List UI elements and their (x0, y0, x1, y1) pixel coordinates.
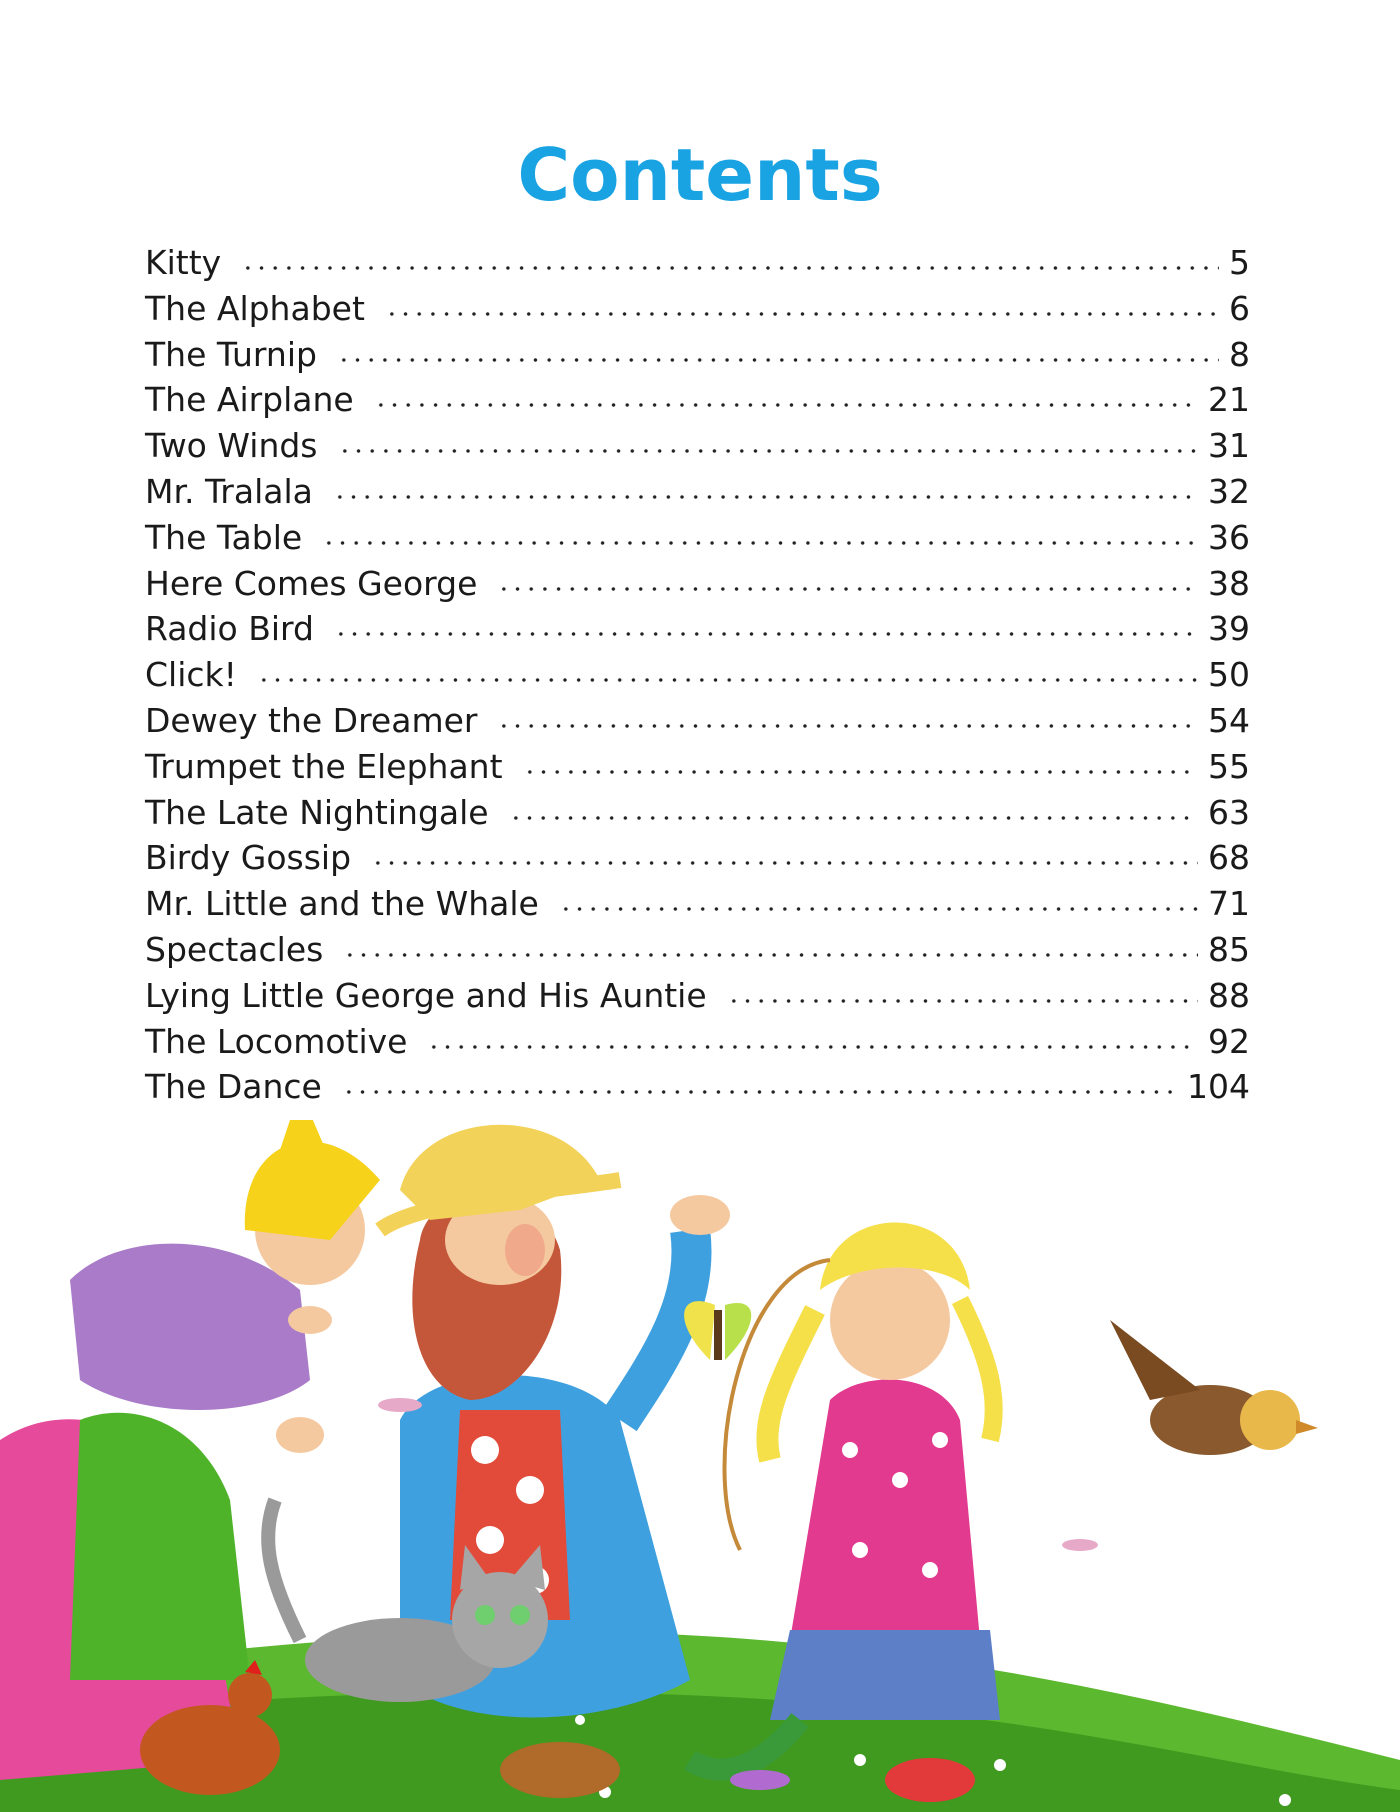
toc-entry-page-number: 88 (1208, 975, 1250, 1015)
cartoon-illustration (0, 1120, 1400, 1812)
toc-entry-page-number: 39 (1208, 609, 1250, 649)
toc-entry-page-number: 8 (1229, 334, 1250, 374)
toc-entry-page-number: 63 (1208, 792, 1250, 832)
toc-entry[interactable] (145, 930, 1250, 976)
dot-leader (257, 678, 1198, 682)
toc-entry-title: Mr. Little and the Whale (145, 884, 539, 924)
toc-entry-page-number: 21 (1208, 380, 1250, 420)
dot-leader (337, 358, 1219, 362)
toc-entry[interactable] (145, 518, 1250, 564)
toc-entry-title: The Airplane (145, 380, 354, 420)
toc-entry-title: Mr. Tralala (145, 471, 313, 511)
bird-figure (1110, 1320, 1318, 1455)
dot-leader (338, 449, 1199, 453)
toc-entry[interactable] (145, 976, 1250, 1022)
toc-entry-page-number: 68 (1208, 838, 1250, 878)
dot-leader (385, 312, 1219, 316)
dot-leader (241, 266, 1219, 270)
toc-entry-page-number: 36 (1208, 517, 1250, 557)
toc-entry-page-number: 85 (1208, 929, 1250, 969)
toc-entry[interactable] (145, 472, 1250, 518)
toc-entry-title: Two Winds (145, 426, 318, 466)
dot-leader (497, 587, 1198, 591)
toc-entry-title: Spectacles (145, 929, 324, 969)
dot-leader (342, 1090, 1177, 1094)
dot-leader (334, 632, 1198, 636)
toc-entry[interactable] (145, 335, 1250, 381)
toc-entry[interactable] (145, 380, 1250, 426)
dot-leader (427, 1045, 1198, 1049)
toc-entry-page-number: 54 (1208, 700, 1250, 740)
dot-leader (509, 816, 1198, 820)
toc-entry-page-number: 50 (1208, 655, 1250, 695)
toc-entry-title: Kitty (145, 243, 222, 282)
toc-entry-title: Here Comes George (145, 563, 478, 603)
toc-entry[interactable] (145, 609, 1250, 655)
toc-entry-page-number: 92 (1208, 1021, 1250, 1061)
dot-leader (374, 403, 1198, 407)
toc-entry-title: The Turnip (145, 334, 317, 374)
toc-entry-title: The Table (145, 517, 303, 557)
toc-entry[interactable] (145, 701, 1250, 747)
toc-entry-page-number: 55 (1208, 746, 1250, 786)
toc-entry[interactable] (145, 243, 1250, 289)
toc-entry[interactable] (145, 1022, 1250, 1068)
toc-entry[interactable] (145, 747, 1250, 793)
dot-leader (727, 999, 1198, 1003)
toc-entry-page-number: 104 (1187, 1067, 1250, 1107)
toc-entry[interactable] (145, 1067, 1250, 1113)
toc-entry-title: The Late Nightingale (145, 792, 489, 832)
butterfly-figure (684, 1301, 751, 1360)
toc-entry-title: Click! (145, 655, 237, 695)
toc-entry[interactable] (145, 655, 1250, 701)
toc-entry[interactable] (145, 564, 1250, 610)
dot-leader (333, 495, 1198, 499)
toc-entry[interactable] (145, 426, 1250, 472)
table-of-contents (145, 243, 1250, 1113)
toc-entry-page-number: 38 (1208, 563, 1250, 603)
toc-entry-title: Birdy Gossip (145, 838, 352, 878)
dot-leader (559, 907, 1198, 911)
dot-leader (371, 861, 1198, 865)
toc-entry-page-number: 31 (1208, 426, 1250, 466)
toc-entry-title: The Dance (145, 1067, 322, 1107)
toc-entry[interactable] (145, 289, 1250, 335)
toc-entry[interactable] (145, 884, 1250, 930)
toc-entry[interactable] (145, 793, 1250, 839)
dot-leader (322, 541, 1198, 545)
toc-entry-page-number: 6 (1229, 288, 1250, 328)
toc-entry[interactable] (145, 838, 1250, 884)
toc-entry-page-number: 5 (1229, 243, 1250, 282)
toc-entry-title: The Alphabet (145, 288, 365, 328)
dot-leader (523, 770, 1198, 774)
toc-entry-title: Lying Little George and His Auntie (145, 975, 707, 1015)
toc-entry-title: Trumpet the Elephant (145, 746, 503, 786)
toc-entry-title: Radio Bird (145, 609, 314, 649)
dot-leader (343, 953, 1198, 957)
dot-leader (497, 724, 1198, 728)
toc-entry-title: The Locomotive (145, 1021, 408, 1061)
toc-entry-page-number: 32 (1208, 471, 1250, 511)
toc-entry-page-number: 71 (1208, 884, 1250, 924)
toc-entry-title: Dewey the Dreamer (145, 700, 478, 740)
page-title: Contents (517, 133, 883, 217)
